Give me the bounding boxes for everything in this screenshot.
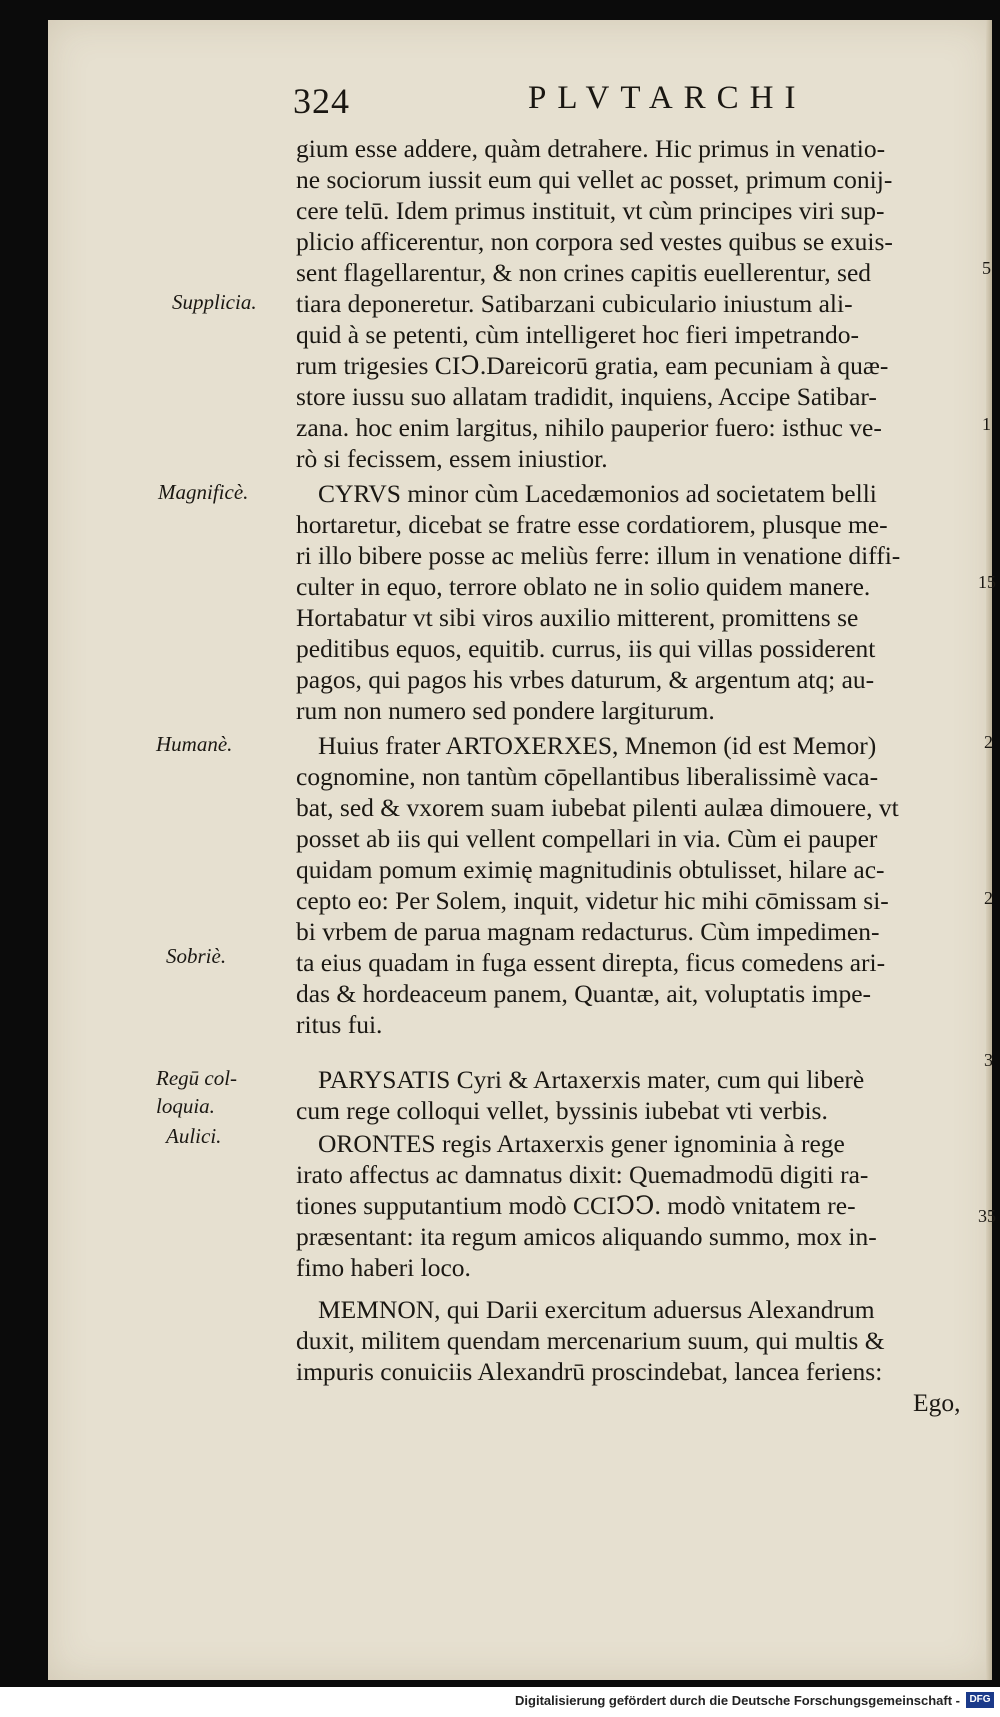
text-line: cepto eo: Per Solem, inquit, videtur hic mihi cōmissam si- — [296, 886, 889, 915]
paragraph-start: ORONTES regis Artaxerxis gener ignominia à rege — [318, 1129, 845, 1158]
text-line: ta eius quadam in fuga essent direpta, ficus comedens ari- — [296, 948, 886, 977]
catchword: Ego, — [913, 1388, 961, 1417]
line-number: 2 — [984, 732, 993, 752]
line-number: 3 — [984, 1050, 993, 1070]
text-line: ritus fui. — [296, 1010, 383, 1039]
text-line: præsentant: ita regum amicos aliquando summo, mox in- — [296, 1222, 877, 1251]
text-line: ne sociorum iussit eum qui vellet ac posset, primum conij- — [296, 165, 893, 194]
text-line: impuris conuiciis Alexandrū proscindebat, lancea feriens: — [296, 1357, 883, 1386]
text-line: Hortabatur vt sibi viros auxilio mitterent, promittens se — [296, 603, 859, 632]
book-page — [48, 20, 996, 1680]
line-number: 2 — [984, 888, 993, 908]
margin-note: loquia. — [156, 1094, 215, 1118]
text-line: sent flagellarentur, & non crines capitis euellerentur, sed — [296, 258, 872, 287]
text-line: fimo haberi loco. — [296, 1253, 471, 1282]
dfg-logo: DFG — [966, 1692, 994, 1708]
text-line: store iussu suo allatam tradidit, inquiens, Accipe Satibar- — [296, 382, 877, 411]
paragraph-start: MEMNON, qui Darii exercitum aduersus Alexandrum — [318, 1295, 875, 1324]
margin-note: Supplicia. — [172, 290, 257, 314]
text-line: duxit, militem quendam mercenarium suum, qui multis & — [296, 1326, 885, 1355]
text-line: bi vrbem de parua magnam redacturus. Cùm impedimen- — [296, 917, 880, 946]
line-number: 35 — [978, 1206, 996, 1226]
digitization-footer — [0, 1687, 1000, 1717]
running-title: PLVTARCHI — [528, 80, 807, 116]
text-line: quidam pomum eximię magnitudinis obtulisset, hilare ac- — [296, 855, 885, 884]
text-line: quid à se petenti, cùm intelligeret hoc fieri impetrando- — [296, 320, 859, 349]
margin-note: Aulici. — [166, 1124, 222, 1148]
paragraph-start: CYRVS minor cùm Lacedæmonios ad societatem belli — [318, 479, 877, 508]
line-number: 1 — [982, 414, 991, 434]
text-line: irato affectus ac damnatus dixit: Quemadmodū digiti ra- — [296, 1160, 869, 1189]
text-line: tiara deponeretur. Satibarzani cubiculario iniustum ali- — [296, 289, 853, 318]
margin-note: Sobriè. — [166, 944, 227, 968]
text-line: rum non numero sed pondere largiturum. — [296, 696, 715, 725]
text-line: das & hordeaceum panem, Quantæ, ait, voluptatis impe- — [296, 979, 872, 1008]
paragraph-start: PARYSATIS Cyri & Artaxerxis mater, cum qui liberè — [318, 1065, 865, 1094]
text-line: ri illo bibere posse ac meliùs ferre: illum in venatione diffi- — [296, 541, 901, 570]
text-line: culter in equo, terrore oblato ne in solio quidem manere. — [296, 572, 871, 601]
text-line: pagos, qui pagos his vrbes daturum, & argentum atq; au- — [296, 665, 875, 694]
funding-notice: Digitalisierung gefördert durch die Deutsche Forschungsgemeinschaft - — [515, 1693, 960, 1708]
line-number: 5 — [982, 258, 991, 278]
text-line: gium esse addere, quàm detrahere. Hic primus in venatio- — [296, 134, 886, 163]
page-header — [48, 80, 992, 130]
text-line: hortaretur, dicebat se fratre esse cordatiorem, plusque me- — [296, 510, 888, 539]
margin-note: Regū col- — [156, 1066, 238, 1090]
paragraph-start: Huius frater ARTOXERXES, Mnemon (id est Memor) — [318, 731, 877, 760]
text-line: peditibus equos, equitib. currus, iis qui villas possiderent — [296, 634, 876, 663]
text-line: cum rege colloqui vellet, byssinis iubebat vti verbis. — [296, 1096, 828, 1125]
page-number: 324 — [293, 81, 350, 121]
margin-note: Humanè. — [156, 732, 233, 756]
text-line: posset ab iis qui vellent compellari in via. Cùm ei pauper — [296, 824, 878, 853]
text-line: rò si fecissem, essem iniustior. — [296, 444, 608, 473]
text-line: plicio afficerentur, non corpora sed vestes quibus se exuis- — [296, 227, 893, 256]
text-line: tiones supputantium modò CCIↃↃ. modò vnitatem re- — [296, 1191, 856, 1220]
text-line: zana. hoc enim largitus, nihilo pauperior fuero: isthuc ve- — [296, 413, 882, 442]
text-line: rum trigesies CIↃ.Dareicorū gratia, eam pecuniam à quæ- — [296, 351, 889, 380]
margin-note: Magnificè. — [158, 480, 249, 504]
text-line: cere telū. Idem primus instituit, vt cùm principes viri sup- — [296, 196, 885, 225]
text-line: bat, sed & vxorem suam iubebat pilenti aulæa dimouere, vt — [296, 793, 899, 822]
text-line: cognomine, non tantùm cōpellantibus liberalissimè vaca- — [296, 762, 879, 791]
line-number: 15 — [978, 572, 996, 592]
